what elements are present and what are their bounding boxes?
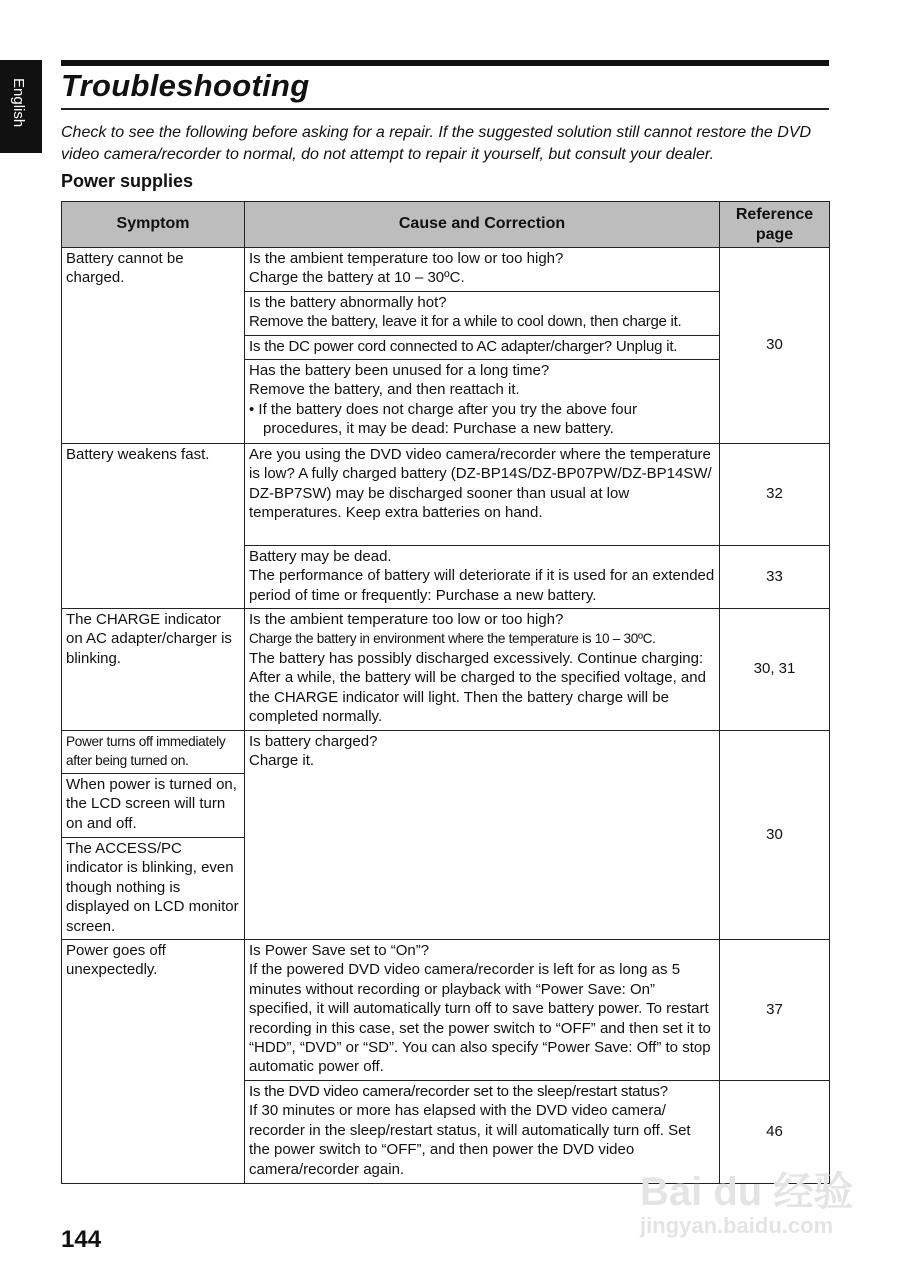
- table-row: [62, 248, 830, 292]
- symptom-cell: Power turns off immediately after being turned on.: [62, 731, 245, 774]
- cause-cell: Are you using the DVD video camera/recorder where the temperature is low? A fully charged battery (DZ-BP14S/DZ-BP07PW/DZ-BP14SW/ DZ-BP7SW) may be discharged sooner than usual at low temperatures. Keep extra batteries on hand.: [245, 444, 720, 546]
- cause-cell: Is Power Save set to “On”? If the powered DVD video camera/recorder is left for as long as 5 minutes without recording or playback with “Power Save: On” specified, it will automatically turn off to save battery power. To restart recording in this case, set the power switch to “OFF” and then set it to “HDD”, “DVD” or “SD”. You can also specify “Power Save: Off” to stop automatic power off.: [245, 940, 720, 1081]
- table-header: [62, 202, 830, 248]
- header-ref: Reference page: [720, 202, 830, 248]
- table-row: [62, 444, 830, 546]
- language-tab: [0, 60, 42, 153]
- symptom-cell: The ACCESS/PC indicator is blinking, even though nothing is displayed on LCD monitor screen.: [62, 838, 245, 940]
- page-title: Troubleshooting: [61, 68, 310, 103]
- cause-cell: Is battery charged? Charge it.: [245, 731, 720, 940]
- title-rule: [61, 108, 829, 110]
- table-row: [62, 731, 830, 774]
- header-symptom: Symptom: [62, 202, 245, 248]
- table-row: [62, 940, 830, 1081]
- section-heading: Power supplies: [61, 171, 194, 191]
- symptom-cell: Battery weakens fast.: [62, 444, 245, 609]
- cause-cell: Is the ambient temperature too low or too high? Charge the battery in environment where the temperature is 10 – 30ºC. The battery has possibly discharged excessively. Continue charging: After a while, the battery will be charged to the specified voltage, and the CHARGE indicator will light. Then the battery charge will be completed normally.: [245, 609, 720, 731]
- header-cause: Cause and Correction: [245, 202, 720, 248]
- table-row: [62, 609, 830, 731]
- ref-cell: 30, 31: [720, 609, 830, 731]
- page-number: 144: [61, 1226, 102, 1253]
- symptom-cell: Power goes off unexpectedly.: [62, 940, 245, 1184]
- troubleshooting-table: [61, 201, 830, 1184]
- cause-cell: Has the battery been unused for a long time? Remove the battery, and then reattach it. • If the battery does not charge after you try the above four procedures, it may be dead: Purchase a new battery.: [245, 360, 720, 444]
- language-label: English: [10, 78, 27, 128]
- ref-cell: 46: [720, 1081, 830, 1184]
- ref-cell: 33: [720, 546, 830, 609]
- intro-text: Check to see the following before asking for a repair. If the suggested solution still cannot restore the DVD video camera/recorder to normal, do not attempt to repair it yourself, but consult your dealer.: [61, 124, 812, 163]
- top-rule: [61, 60, 829, 66]
- ref-cell: 30: [720, 248, 830, 444]
- cause-cell: Is the DC power cord connected to AC adapter/charger? Unplug it.: [245, 336, 720, 360]
- ref-cell: 32: [720, 444, 830, 546]
- cause-cell: Is the DVD video camera/recorder set to the sleep/restart status? If 30 minutes or more has elapsed with the DVD video camera/ recorder in the sleep/restart status, it will automatically turn off. Set the power switch to “OFF”, and then power the DVD video camera/recorder again.: [245, 1081, 720, 1184]
- ref-cell: 30: [720, 731, 830, 940]
- cause-cell: Is the battery abnormally hot? Remove the battery, leave it for a while to cool down, then charge it.: [245, 292, 720, 336]
- symptom-cell: Battery cannot be charged.: [62, 248, 245, 444]
- symptom-cell: When power is turned on, the LCD screen will turn on and off.: [62, 774, 245, 838]
- cause-cell: Battery may be dead. The performance of battery will deteriorate if it is used for an extended period of time or frequently: Purchase a new battery.: [245, 546, 720, 609]
- cause-cell: Is the ambient temperature too low or too high? Charge the battery at 10 – 30ºC.: [245, 248, 720, 292]
- symptom-cell: The CHARGE indicator on AC adapter/charger is blinking.: [62, 609, 245, 731]
- watermark-logo: Bai du 经验 jingyan.baidu.com: [640, 1170, 854, 1238]
- ref-cell: 37: [720, 940, 830, 1081]
